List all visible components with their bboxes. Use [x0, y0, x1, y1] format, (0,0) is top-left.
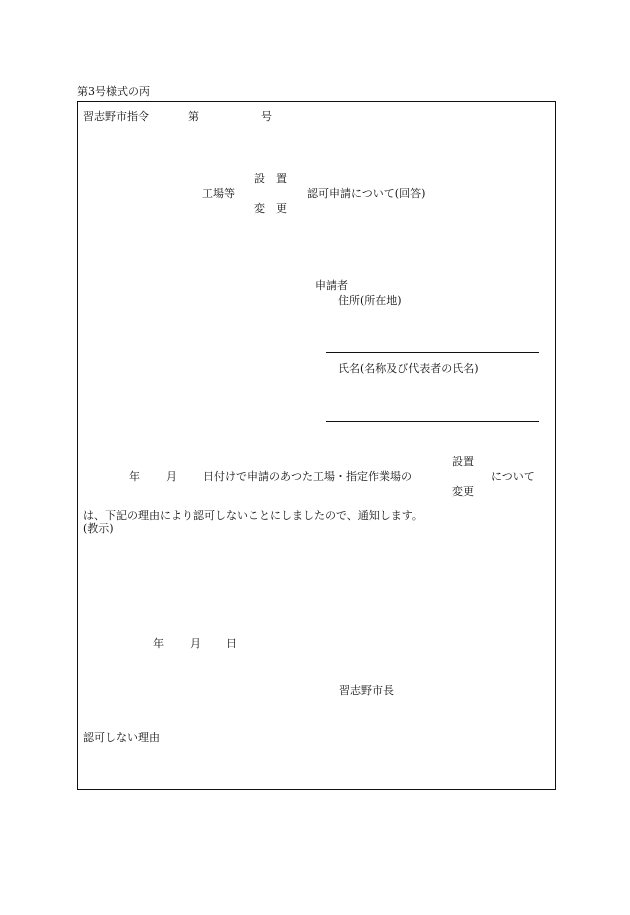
- reason-label: 認可しない理由: [83, 731, 160, 744]
- form-label: 第3号様式の丙: [77, 85, 150, 98]
- subject-facility: 工場等: [202, 187, 235, 200]
- number-prefix: 第: [188, 110, 199, 123]
- address-line: [326, 352, 539, 353]
- body-year: 年: [129, 470, 140, 483]
- body-option-change: 変更: [452, 485, 474, 498]
- date-year: 年: [153, 637, 164, 650]
- name-line: [326, 421, 539, 422]
- body-about: について: [491, 470, 535, 483]
- date-month: 月: [190, 637, 201, 650]
- subject-option-install: 設 置: [254, 172, 287, 185]
- body-notice: は、下記の理由により認可しないことにしましたので、通知します。: [83, 509, 423, 522]
- applicant-name-label: 氏名(名称及び代表者の氏名): [338, 362, 479, 375]
- body-day-text: 日付けで申請のあつた工場・指定作業場の: [203, 470, 412, 483]
- number-suffix: 号: [261, 110, 272, 123]
- issuer-reference: 習志野市指令: [83, 110, 149, 123]
- body-month: 月: [166, 470, 177, 483]
- applicant-heading: 申請者: [315, 279, 348, 292]
- body-instruction: (教示): [83, 522, 114, 535]
- form-frame: [77, 101, 556, 790]
- subject-title: 認可申請について(回答): [307, 187, 426, 200]
- signature-mayor: 習志野市長: [339, 684, 394, 697]
- subject-option-change: 変 更: [254, 202, 287, 215]
- applicant-address-label: 住所(所在地): [338, 294, 402, 307]
- date-day: 日: [226, 637, 237, 650]
- body-option-install: 設置: [452, 455, 474, 468]
